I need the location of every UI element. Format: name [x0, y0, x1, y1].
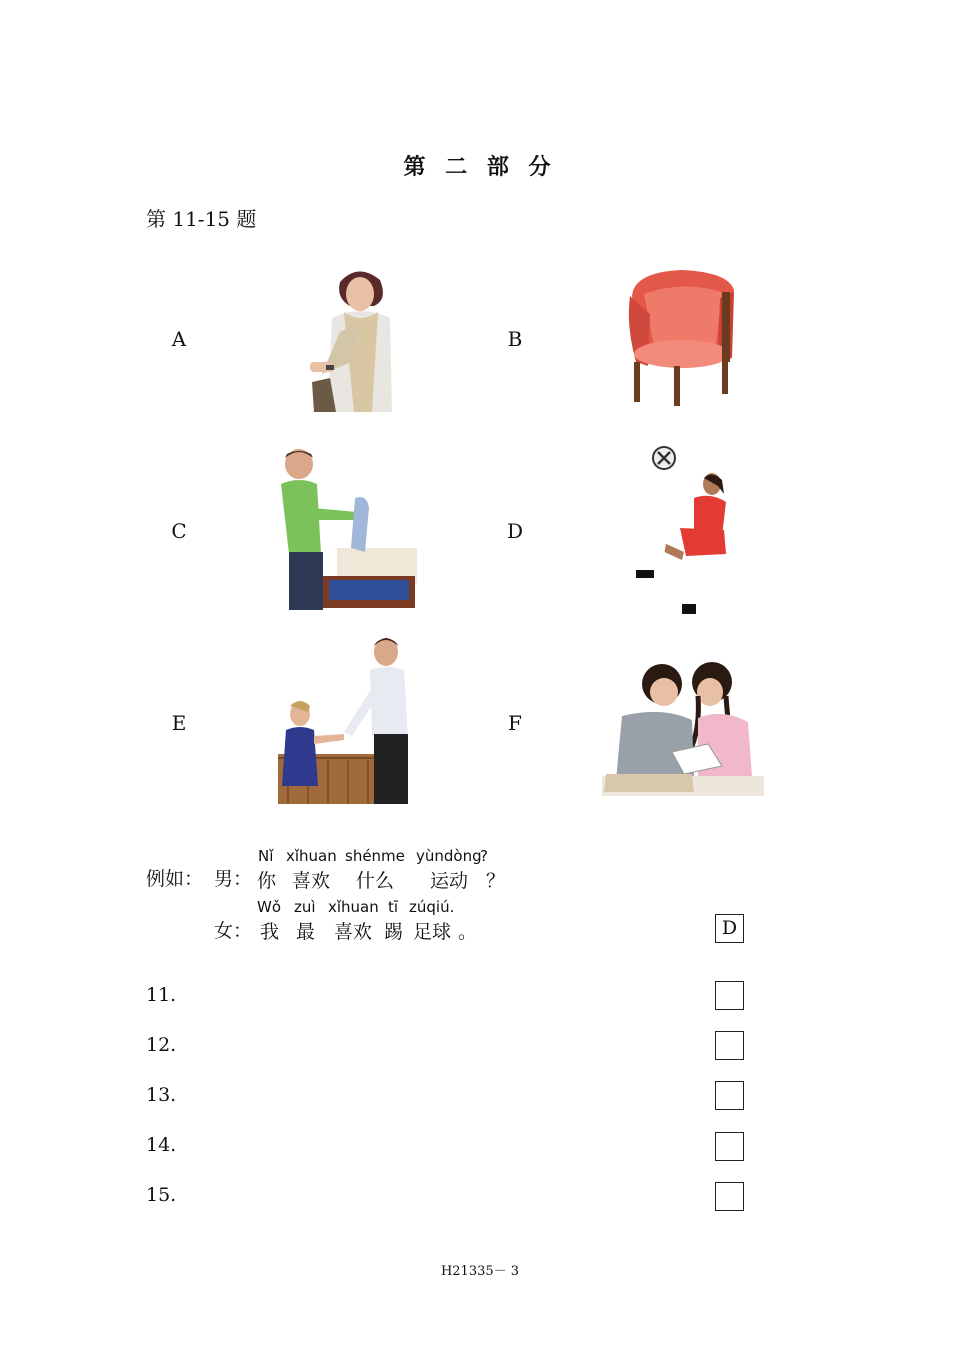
speaker-female: 女： [214, 920, 253, 942]
pinyin-word: zúqiú. [409, 898, 455, 916]
pinyin-word: ? [480, 847, 488, 865]
hanzi-word: ？ [486, 870, 506, 892]
section-title: 第 二 部 分 [403, 154, 557, 180]
picture-red-armchair [624, 266, 740, 408]
question-number-15: 15. [146, 1184, 177, 1206]
pinyin-word: xǐhuan [286, 847, 337, 865]
pinyin-word: tī [388, 898, 399, 916]
answer-box-13[interactable] [715, 1081, 744, 1110]
option-letter-b: B [507, 327, 523, 351]
option-letter-f: F [508, 711, 522, 735]
option-letter-c: C [171, 519, 187, 543]
option-letter-e: E [171, 711, 187, 735]
question-number-12: 12. [146, 1034, 177, 1056]
page-footer: H21335－ 3 [440, 1264, 520, 1279]
question-number-14: 14. [146, 1134, 177, 1156]
question-number-13: 13. [146, 1084, 177, 1106]
hanzi-word: 。 [458, 921, 478, 943]
answer-box-11[interactable] [715, 981, 744, 1010]
pinyin-word: shénme [345, 847, 405, 865]
hanzi-word: 你 [257, 870, 277, 892]
option-letter-d: D [506, 519, 524, 543]
picture-girl-kicking-football [632, 444, 732, 624]
picture-children-reading-book [602, 656, 764, 796]
question-number-11: 11. [146, 984, 177, 1006]
pinyin-word: Wǒ [257, 898, 282, 916]
hanzi-word: 我 [260, 921, 280, 943]
example-answer-box: D [715, 914, 744, 943]
hanzi-word: 最 [296, 921, 316, 943]
speaker-male: 男： [214, 868, 253, 890]
pinyin-word: Nǐ [258, 847, 274, 865]
hanzi-word: 足球 [413, 921, 452, 943]
hanzi-word: 什么 [356, 870, 395, 892]
answer-box-12[interactable] [715, 1031, 744, 1060]
example-label: 例如： [146, 868, 204, 890]
answer-box-14[interactable] [715, 1132, 744, 1161]
pinyin-word: yùndòng [416, 847, 482, 865]
hanzi-word: 运动 [430, 870, 469, 892]
pinyin-word: xǐhuan [328, 898, 379, 916]
picture-woman-scarf-watch [300, 262, 396, 414]
hanzi-word: 喜欢 [334, 921, 373, 943]
hanzi-word: 踢 [384, 921, 404, 943]
pinyin-word: zuì [294, 898, 316, 916]
hanzi-word: 喜欢 [292, 870, 331, 892]
question-range: 第 11-15 题 [146, 207, 257, 231]
picture-man-woman-handshake [278, 636, 418, 804]
answer-box-15[interactable] [715, 1182, 744, 1211]
option-letter-a: A [171, 327, 187, 351]
picture-man-packing-suitcase [277, 448, 417, 610]
